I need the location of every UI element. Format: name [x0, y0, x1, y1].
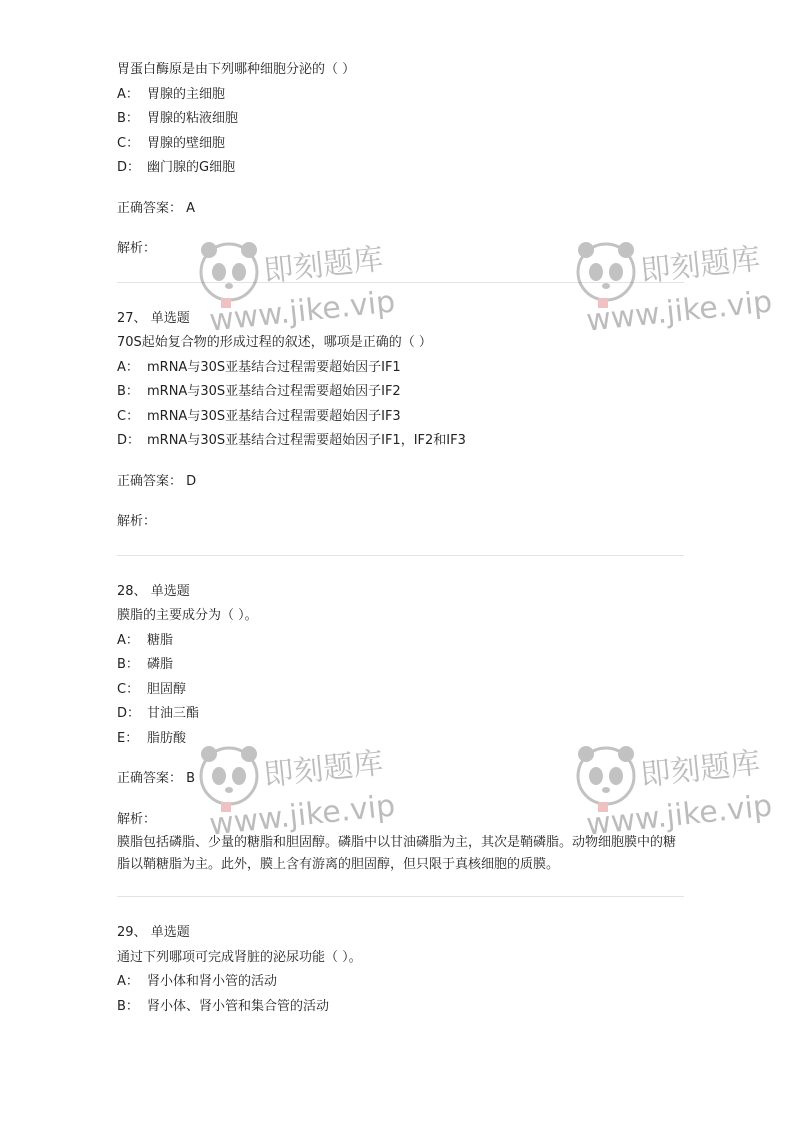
option-letter: A：	[117, 359, 139, 375]
option-letter: B：	[117, 998, 139, 1014]
question-header	[117, 580, 684, 605]
question-stem: 70S起始复合物的形成过程的叙述，哪项是正确的（ ）	[117, 335, 432, 350]
option-a	[117, 970, 684, 995]
option-e	[117, 727, 684, 752]
watermark-brand: 即刻题库	[638, 745, 762, 794]
option-letter: C：	[117, 681, 140, 697]
option-text: 胃腺的主细胞	[147, 86, 226, 102]
question-28	[117, 580, 684, 898]
option-letter: B：	[117, 384, 139, 399]
option-text: 幽门腺的G细胞	[147, 160, 236, 175]
analysis-label: 解析：	[117, 514, 157, 529]
analysis-label: 解析：	[117, 241, 157, 256]
option-c	[117, 132, 684, 157]
option-letter: A：	[117, 974, 139, 989]
option-b	[117, 995, 684, 1020]
divider	[117, 896, 684, 897]
option-text: 糖脂	[147, 632, 174, 648]
option-letter: C：	[117, 135, 140, 151]
question-number: 28、	[117, 583, 147, 599]
question-26	[117, 58, 684, 283]
question-stem: 膜脂的主要成分为（ ）。	[117, 608, 258, 623]
watermark-url: www.jike.vip	[584, 284, 774, 339]
option-text: 肾小体、肾小管和集合管的活动	[147, 998, 330, 1014]
option-text: mRNA与30S亚基结合过程需要超始因子IF3	[147, 408, 401, 424]
option-a	[117, 629, 684, 654]
question-number: 27、	[117, 310, 147, 326]
option-letter: E：	[117, 730, 139, 746]
option-letter: B：	[117, 111, 139, 126]
option-b	[117, 380, 684, 405]
option-c	[117, 405, 684, 430]
option-b	[117, 653, 684, 678]
option-d	[117, 702, 684, 727]
option-text: 磷脂	[147, 657, 174, 672]
question-type: 单选题	[150, 925, 190, 940]
question-number: 29、	[117, 925, 147, 940]
option-a	[117, 356, 684, 381]
question-type: 单选题	[150, 310, 190, 326]
option-letter: C：	[117, 408, 140, 424]
question-stem: 通过下列哪项可完成肾脏的泌尿功能（ ）。	[117, 949, 362, 965]
option-text: 胃腺的粘液细胞	[147, 111, 239, 126]
option-b	[117, 107, 684, 132]
option-letter: D：	[117, 706, 141, 721]
option-letter: A：	[117, 86, 139, 102]
answer-label: 正确答案：	[117, 200, 183, 216]
option-letter: B：	[117, 657, 139, 672]
divider	[117, 282, 684, 283]
answer-label: 正确答案：	[117, 473, 183, 489]
option-a	[117, 83, 684, 108]
divider	[117, 555, 684, 556]
option-text: 胆固醇	[147, 681, 187, 697]
answer-value: B	[186, 771, 196, 786]
question-header	[117, 921, 684, 946]
option-text: 胃腺的壁细胞	[147, 135, 226, 151]
question-type: 单选题	[150, 583, 190, 599]
question-header	[117, 307, 684, 332]
option-text: mRNA与30S亚基结合过程需要超始因子IF1，IF2和IF3	[147, 433, 466, 448]
option-text: 脂肪酸	[147, 730, 187, 746]
question-29	[117, 921, 684, 1019]
option-d	[117, 429, 684, 454]
watermark-url: www.jike.vip	[584, 788, 774, 843]
option-text: mRNA与30S亚基结合过程需要超始因子IF1	[147, 359, 401, 375]
watermark-brand: 即刻题库	[638, 241, 762, 290]
watermark-url: www.jike.vip	[207, 788, 397, 843]
option-letter: A：	[117, 632, 139, 648]
option-text: mRNA与30S亚基结合过程需要超始因子IF2	[147, 384, 401, 399]
analysis-label: 解析：	[117, 811, 157, 827]
analysis-text: 膜脂包括磷脂、少量的糖脂和胆固醇。磷脂中以甘油磷脂为主，其次是鞘磷脂。动物细胞膜中的糖脂以鞘糖脂为主。此外，膜上含有游离的胆固醇，但只限于真核细胞的质膜。	[117, 835, 677, 872]
watermark-brand: 即刻题库	[261, 745, 385, 794]
answer-row	[117, 470, 684, 495]
option-c	[117, 678, 684, 703]
answer-value: D	[186, 473, 197, 489]
option-text: 甘油三酯	[147, 706, 200, 721]
question-stem: 胃蛋白酶原是由下列哪种细胞分泌的（ ）	[117, 62, 356, 77]
watermark-url: www.jike.vip	[207, 284, 397, 339]
question-27	[117, 307, 684, 556]
option-letter: D：	[117, 433, 141, 448]
question-list	[117, 58, 684, 1019]
answer-label: 正确答案：	[117, 771, 183, 786]
option-text: 肾小体和肾小管的活动	[147, 974, 278, 989]
answer-row	[117, 197, 684, 222]
answer-value: A	[186, 200, 196, 216]
answer-row	[117, 767, 684, 792]
option-d	[117, 156, 684, 181]
option-letter: D：	[117, 160, 141, 175]
watermark-brand: 即刻题库	[261, 241, 385, 290]
